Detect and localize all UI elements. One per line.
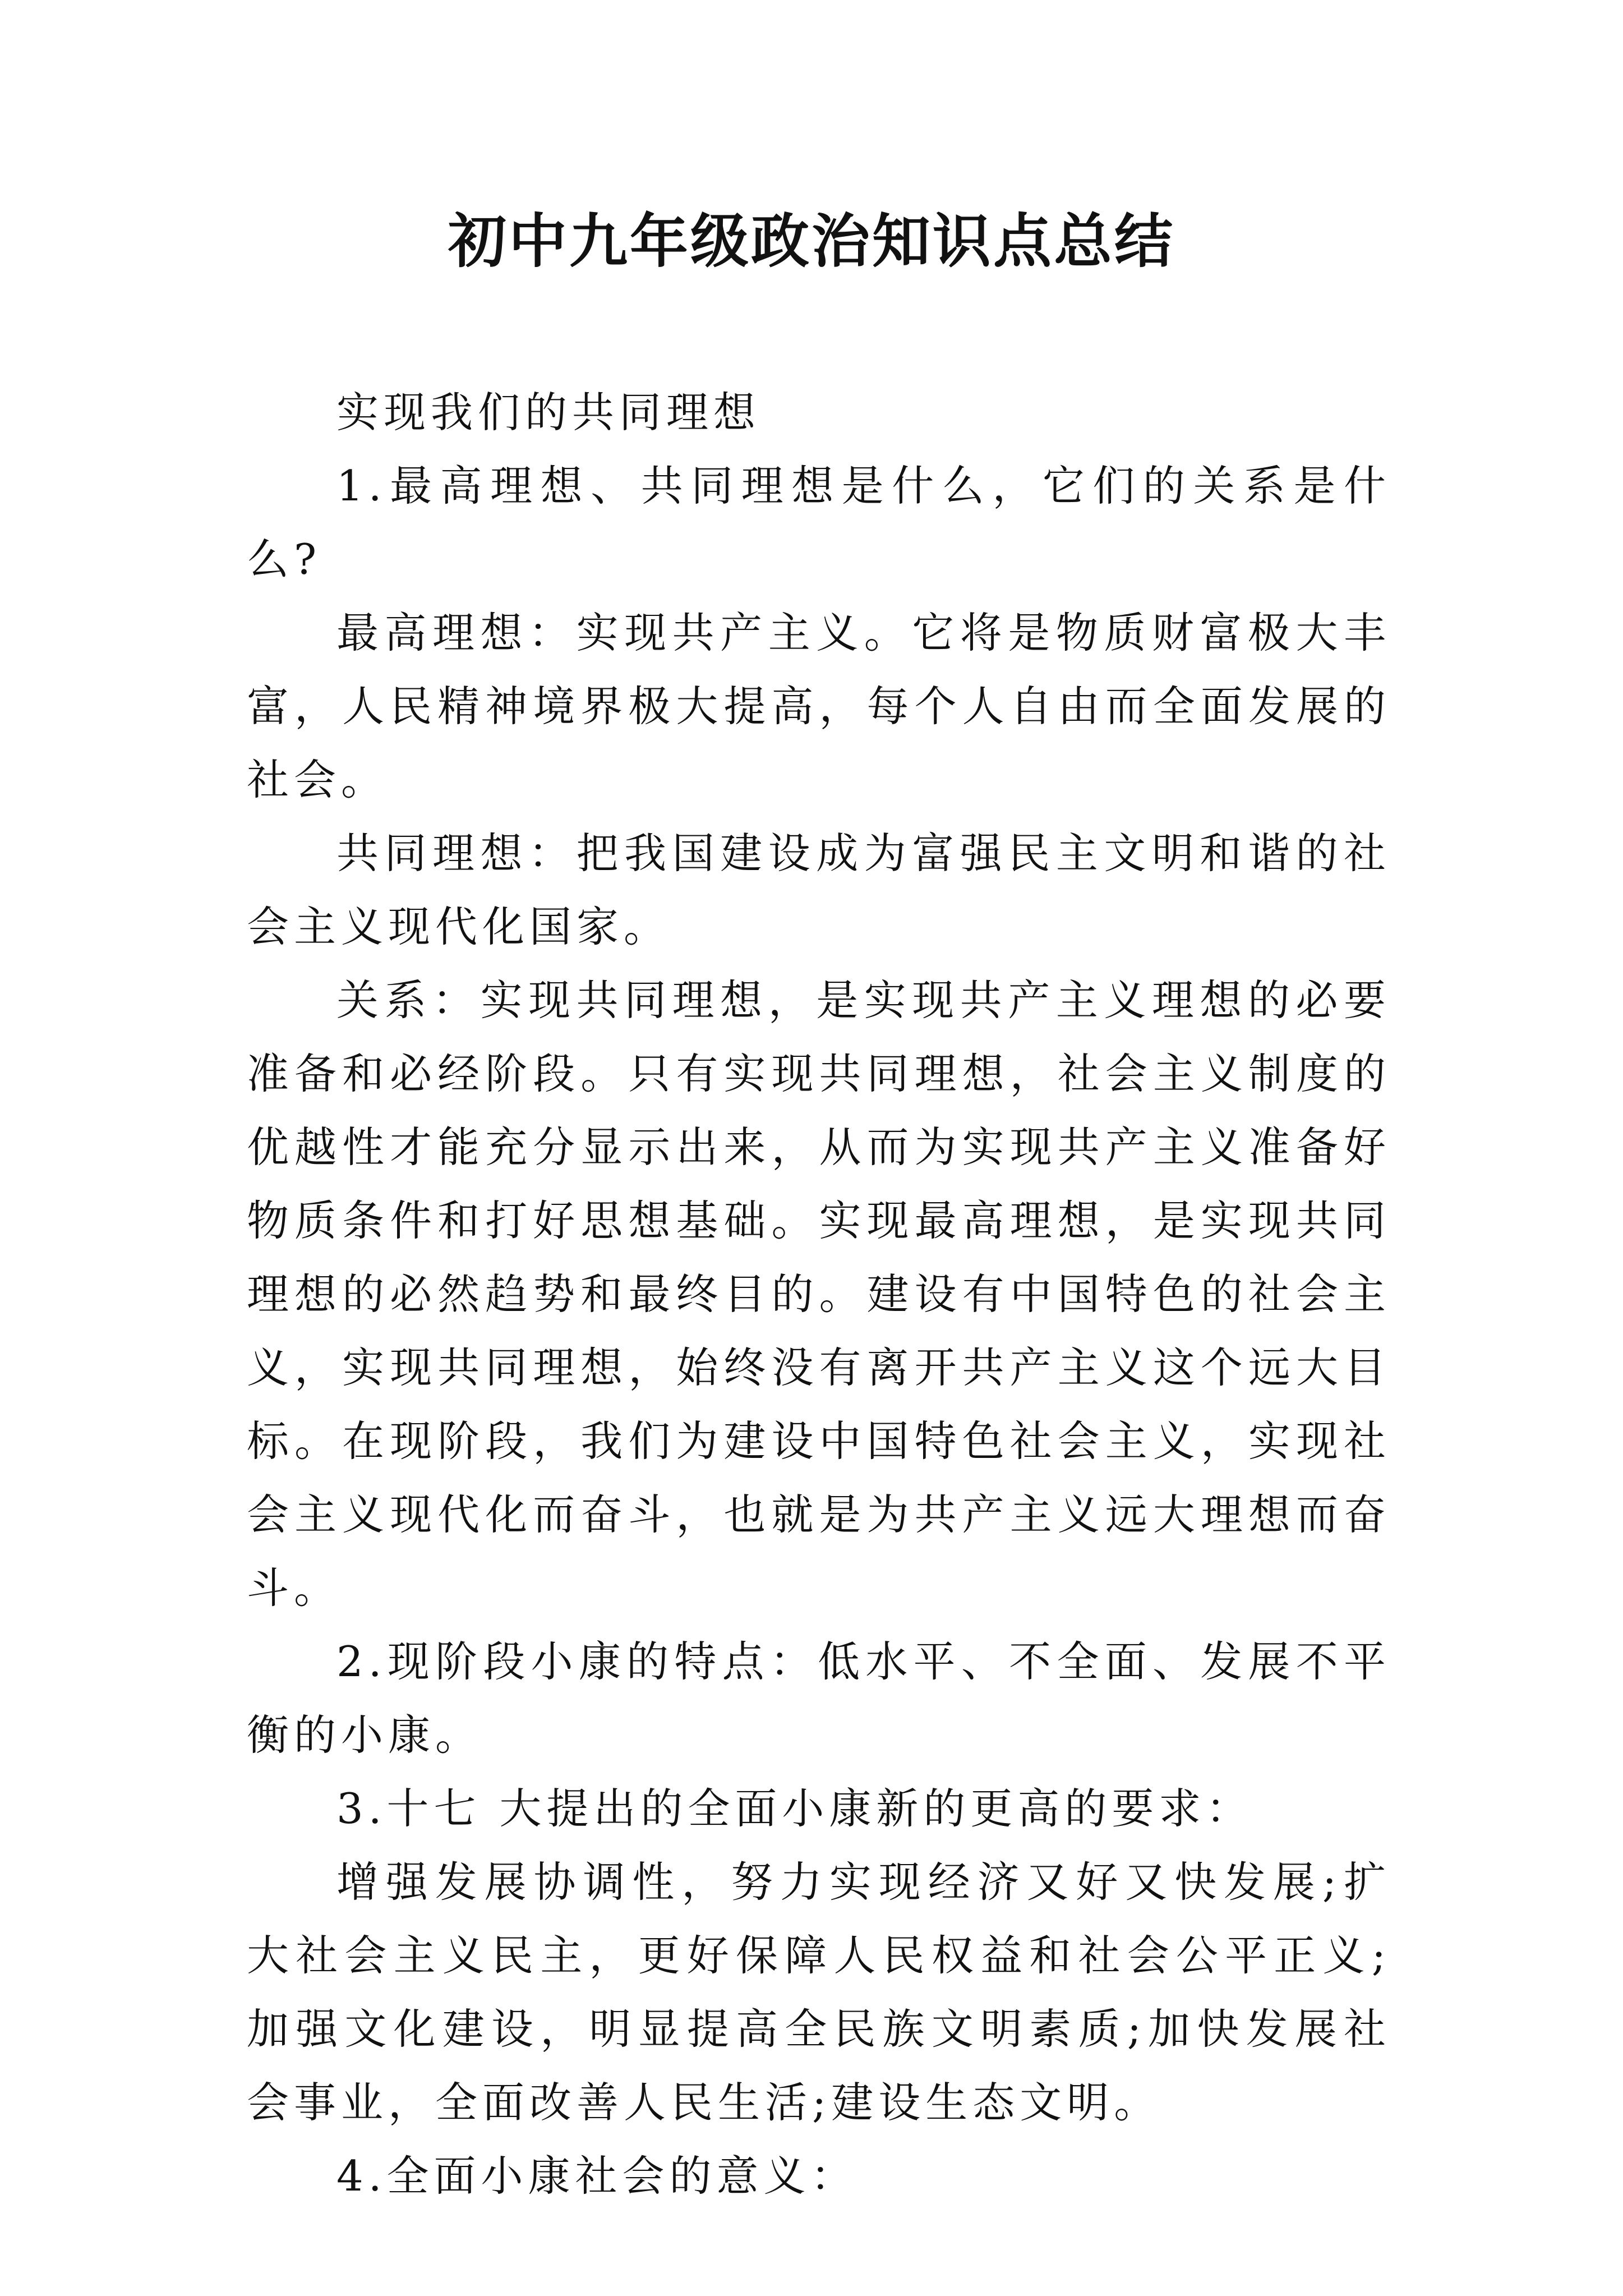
document-title: 初中九年级政治知识点总结: [448, 206, 1175, 275]
section-heading: 实现我们的共同理想: [336, 388, 761, 437]
question-4: 4.全面小康社会的意义：: [336, 2151, 858, 2201]
question-3: 3.十七 大提出的全面小康新的更高的要求：: [336, 1784, 1253, 1833]
question-1: 1.最高理想、共同理想是什么，它们的关系是什么?: [247, 461, 1391, 584]
paragraph-highest-ideal: 最高理想：实现共产主义。它将是物质财富极大丰富，人民精神境界极大提高，每个人自由而全面发展的社会。: [247, 608, 1391, 804]
question-2: 2.现阶段小康的特点：低水平、不全面、发展不平衡的小康。: [247, 1637, 1391, 1760]
document-body: [247, 376, 1391, 2213]
paragraph-relationship: 关系：实现共同理想，是实现共产主义理想的必要准备和必经阶段。只有实现共同理想，社会主义制度的优越性才能充分显示出来，从而为实现共产主义准备好物质条件和打好思想基础。实现最高理想，是实现共同理想的必然趋势和最终目的。建设有中国特色的社会主义，实现共同理想，始终没有离开共产主义这个远大目标。在现阶段，我们为建设中国特色社会主义，实现社会主义现代化而奋斗，也就是为共产主义远大理想而奋斗。: [247, 976, 1391, 1613]
paragraph-requirements: 增强发展协调性，努力实现经济又好又快发展;扩大社会主义民主，更好保障人民权益和社会公平正义;加强文化建设，明显提高全民族文明素质;加快发展社会事业，全面改善人民生活;建设生态文明。: [247, 1857, 1391, 2127]
paragraph-common-ideal: 共同理想：把我国建设成为富强民主文明和谐的社会主义现代化国家。: [247, 829, 1391, 951]
